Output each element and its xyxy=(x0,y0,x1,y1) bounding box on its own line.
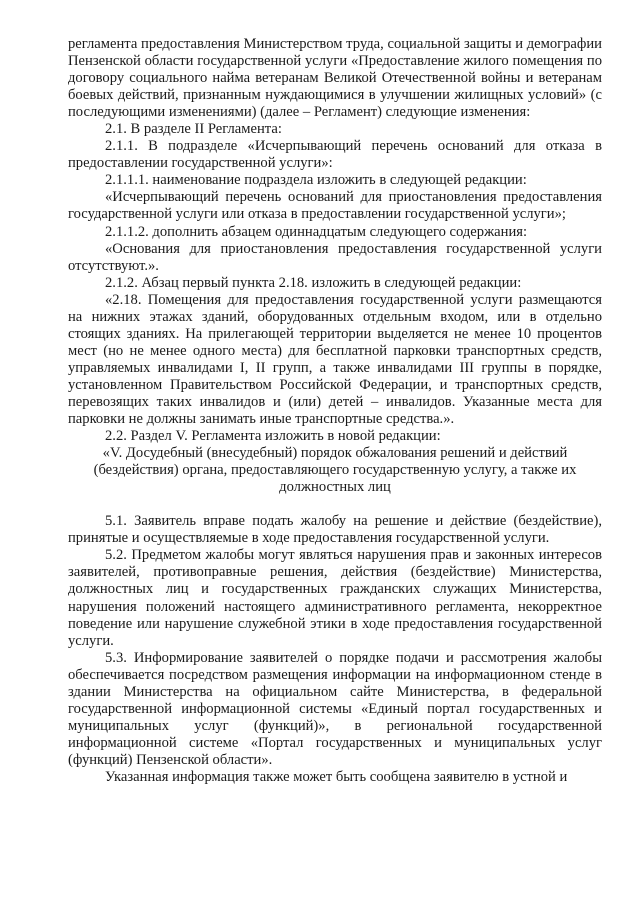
paragraph-2-1-1: 2.1.1. В подразделе «Исчерпывающий перечень оснований для отказа в предоставлении государственной услуги»: xyxy=(68,138,602,172)
paragraph-2-1-1-1: 2.1.1.1. наименование подраздела изложить в следующей редакции: xyxy=(105,172,527,189)
paragraph-2-18-quote: «2.18. Помещения для предоставления государственной услуги размещаются на нижних этажах зданий, оборудованных отдельным входом, или в отдельно стоящих зданиях. На прилегающей территории выделяется не менее 10 процентов мест (но не менее одного места) для бесплатной парковки транспортных средств, управляемых инвалидами I, II групп, а также инвалидами III группы в порядке, установленном Правительством Российской Федерации, и транспортных средств, перевозящих таких инвалидов и (или) детей – инвалидов. Указанные места для парковки не должны занимать иные транспортные средства.». xyxy=(68,291,602,428)
blank-line xyxy=(68,496,602,513)
paragraph-2-2: 2.2. Раздел V. Регламента изложить в новой редакции: xyxy=(105,428,441,445)
paragraph-2-1-1-2: 2.1.1.2. дополнить абзацем одиннадцатым следующего содержания: xyxy=(105,223,528,240)
paragraph-info-continued: Указанная информация также может быть сообщена заявителю в устной и xyxy=(105,768,568,785)
section-v-heading: «V. Досудебный (внесудебный) порядок обжалования решений и действий (бездействия) органа, предоставляющего государственную услугу, а также их должностных лиц xyxy=(93,445,577,496)
paragraph-intro: регламента предоставления Министерством труда, социальной защиты и демографии Пензенской области государственной услуги «Предоставление жилого помещения по договору социального найма ветеранам Великой Отечественной войны и ветеранам боевых действий, признанным нуждающимися в улучшении жилищных условий» (с последующими изменениями) (далее – Регламент) следующие изменения: xyxy=(68,36,602,121)
paragraph-5-1: 5.1. Заявитель вправе подать жалобу на решение и действие (бездействие), принятые и осуществляемые в ходе предоставления государственной услуги. xyxy=(68,513,602,547)
paragraph-2-1-1-1-quote: «Исчерпывающий перечень оснований для приостановления предоставления государственной услуги или отказа в предоставлении государственной услуги»; xyxy=(68,189,602,223)
paragraph-2-1: 2.1. В разделе II Регламента: xyxy=(105,121,282,138)
paragraph-2-1-1-2-quote: «Основания для приостановления предоставления государственной услуги отсутствуют.». xyxy=(68,240,602,274)
paragraph-5-2: 5.2. Предметом жалобы могут являться нарушения прав и законных интересов заявителей, противоправные решения, действия (бездействие) Министерства, должностных лиц и государственных гражданских служащих Министерства, нарушения положений настоящего административного регламента, некорректное поведение или нарушение служебной этики в ходе предоставления государственной услуги. xyxy=(68,547,602,649)
paragraph-5-3: 5.3. Информирование заявителей о порядке подачи и рассмотрения жалобы обеспечивается посредством размещения информации на информационном стенде в здании Министерства на официальном сайте Министерства, в федеральной государственной информационной системы «Единый портал государственных и муниципальных услуг (функций)», в региональной государственной информационной системе «Портал государственных и муниципальных услуг (функций) Пензенской области». xyxy=(68,649,602,768)
paragraph-2-1-2: 2.1.2. Абзац первый пункта 2.18. изложить в следующей редакции: xyxy=(105,274,522,291)
